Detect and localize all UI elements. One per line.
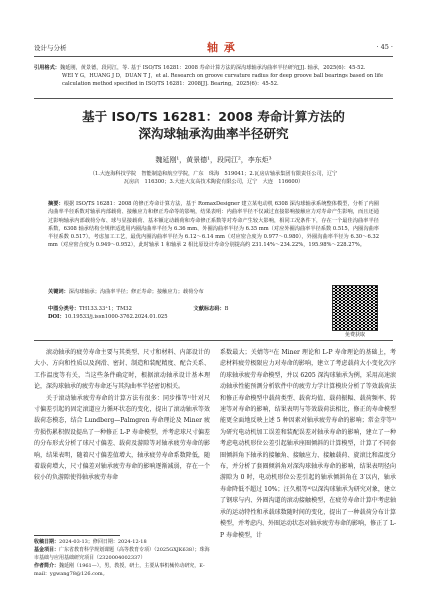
- fund-label: 基金项目：: [34, 547, 60, 553]
- keywords-text: 深沟球轴承；沟曲率半径；修正寿命；接触应力；载荷分布: [68, 289, 204, 295]
- abstract: [48, 200, 379, 250]
- received-value: 2024-03-13；修回日期：2024-12-18: [59, 539, 147, 545]
- doc-code-label: 文献标志码：: [193, 306, 225, 312]
- journal-logo: 轴 承: [207, 41, 236, 54]
- doc-code-value: B: [224, 306, 229, 312]
- fund-value: 广东省教育科学规划课题（高等教育专项）（2025GXJK638）；珠海市基础与应用基础研究项目（2320004002337）: [34, 547, 210, 561]
- citation-rule: [34, 98, 393, 99]
- journal-section: 设计与分析: [34, 43, 67, 52]
- citation-block: [34, 64, 393, 89]
- body-paragraph: 滚动轴承的疲劳寿命主要与其类型、尺寸和材料、内部设计的大小、方向和性质以及润滑、密封、制造和装配精度、配合关系、工作温度等有关，当这些条件确定时，根据滚动轴承设计基本理论，深沟球轴承的疲劳寿命还与其沟曲率半径密切相关。: [34, 349, 210, 391]
- qr-code: [332, 285, 378, 331]
- clc-label: 中图分类号：: [48, 306, 80, 312]
- citation-cn: 魏延刚，黄景德，段同江，等. 基于 ISO/TS 16281：2008 寿命计算方法的深沟球轴承沟曲率半径研究[J]. 轴承，2025(6)：45-52.: [59, 65, 366, 71]
- citation-label: 引用格式：: [34, 65, 60, 71]
- title-line-2: 深沟球轴承沟曲率半径研究: [138, 126, 289, 141]
- abstract-label: 摘要：: [48, 201, 64, 207]
- body-column-right: [220, 347, 396, 541]
- doi-label: DOI：: [48, 314, 65, 321]
- clc-value: TH133.33⁺1；TM32: [79, 306, 132, 312]
- title-line-1: 基于 ISO/TS 16281：2008 寿命计算方法的: [82, 109, 345, 124]
- footnote: [34, 538, 210, 578]
- keywords: [48, 288, 307, 296]
- body-column-left: [34, 347, 210, 484]
- paper-title: [0, 108, 427, 142]
- body-rule: [34, 340, 393, 341]
- page-number: · 45 ·: [376, 43, 393, 51]
- affiliation-line-2: 瓦房店 116300；3.大连大友高技术陶瓷有限公司，辽宁 大连 116600）: [123, 179, 304, 185]
- abstract-text: 根据 ISO/TS 16281：2008 的修正寿命计算方法，基于 RomaxDesigner 建立某电动机 6308 深沟球轴承系统整体模型，分析了内圈沟曲率半径系数对轴承内部载荷、接触应力和修正寿命等的影响，结果表明：内曲率半径不仅减过直接影响接触应力对寿命产生影响，而且还通过影响轴承内部载荷分布、球与显接载荷、基本额定动载荷和寿命修正系数等对寿命产生较大影响，相同工况条件下，存在一个最佳沟曲率半径系数，6308 轴承结构全规律适选用内圈沟曲率半径为 6.36 mm、外圈沟曲率半径为 6.35 mm（对应外圈沟曲率半径系数 0.515，内圈沟曲率半径系数 0.517）。考虑加工工艺，最优内圈沟曲率半径为 6.12～6.14 mm（对应密合度为 0.977～0.980），外圈沟曲率半径为 6.30～6.32 mm（对应密合度为 0.949～0.952），此时轴承 1 和轴承 2 相比原设计寿命分别提高约 231.14%～234.22%，195.98%～228.27%。: [48, 201, 379, 249]
- footnote-rule: [34, 535, 120, 536]
- qr-label: 免费获取: [344, 332, 365, 338]
- running-header: [34, 40, 393, 54]
- received-label: 收稿日期：: [34, 539, 60, 545]
- author-bio-value: 魏延刚（1961—），男，教授，研士，主要从事机械传动研究，E-mail：ygwang78@126.com。: [34, 563, 205, 577]
- header-rule: [34, 56, 393, 57]
- affiliations: [34, 170, 393, 186]
- keywords-label: 关键词：: [48, 289, 69, 295]
- citation-en: WEI Y G，HUANG J D，DUAN T J，et al. Research on groove curvature radius for deep groove ball bearings based on life calculation method specified in ISO/TS 16281：2008[J]. Bearing，2025(6)：45-52.: [62, 73, 384, 88]
- body-paragraph: 关于滚动轴承疲劳寿命的计算方法有很多：同步推等¹⁾针对尺寸偏差引起的固定滚道应力循环状态的变化，提出了滚动轴承等效载荷态模态，结合 Lundberg—Palmgren 寿命理论及 Miner 疲劳损伤累积假设提出了一种修正 L-P 寿命模型，并考虑球尺寸偏差的分布形式分析了球尺寸偏差、载荷及游隙等对轴承疲劳寿命的影响，结果表明，随着尺寸偏差值增大，轴承疲劳寿命系数降低，随着载荷增大，尺寸偏差对轴承疲劳寿命的影响逐渐减弱，存在一个较小的负游隙使得轴承疲劳寿命: [34, 394, 210, 482]
- classification-meta: [48, 305, 288, 322]
- author-bio-label: 作者简介：: [34, 563, 60, 569]
- authors: 魏延刚¹，黄景德¹，段同江²，李东炬³: [155, 156, 272, 164]
- doi-value: 10.19533/j.issn1000-3762.2024.01.025: [64, 314, 168, 321]
- affiliation-line-1: （1.大连海科技学院 智能制造和航空学院，广东 珠海 519041；2.瓦房店轴承集团有限责任公司，辽宁: [89, 171, 338, 177]
- body-paragraph: 系数最大；关婧等²⁾在 Miner 理论和 L-P 寿命理论的基础上，考虑材料疲劳极限应力对寿命的影响，建立了考虑载荷大小变化次序的球轴承疲劳寿命模型，并以 6205 深沟球轴承为例，采用高速滚动轴承性能预测分析软件中的疲劳力学计算模块分析了等效载荷法和修正寿命模型中载荷类型、载荷均值、载荷振幅、载荷频率、转速等对寿命的影响，结果表明与等效载荷法相比，修正的寿命模型能更全面地反映上述 5 种因素对轴承疲劳寿命的影响；常金芽等³⁾为研究电动机加工误差和装配误差对轴承寿命的影响，建立了一种考虑电动机形位公差引起轴承座圈倾斜的计算模型，计算了不同套圈倾斜角下轴承的接触角、接触应力、接触载荷、旋滚比和温度分布，并分析了套圈倾斜角对深沟球轴承寿命的影响，结果表明径向游隙为 0 时，电动机形位公差引起的轴承倾斜角在 3′以内，轴承寿命降低不超过 10%；汪久根等⁴⁾以深沟球轴承为研究对象，建立了钢球与内、外圈沟道的滚动接触模型，在疲劳寿命计算中考虑轴承的运动特性和承载球数随时间的变化，提出了一种载荷分布计算模型，并考虑内、外圈运动状态对轴承疲劳寿命的影响，修正了 L-P 寿命模型，计: [220, 349, 396, 539]
